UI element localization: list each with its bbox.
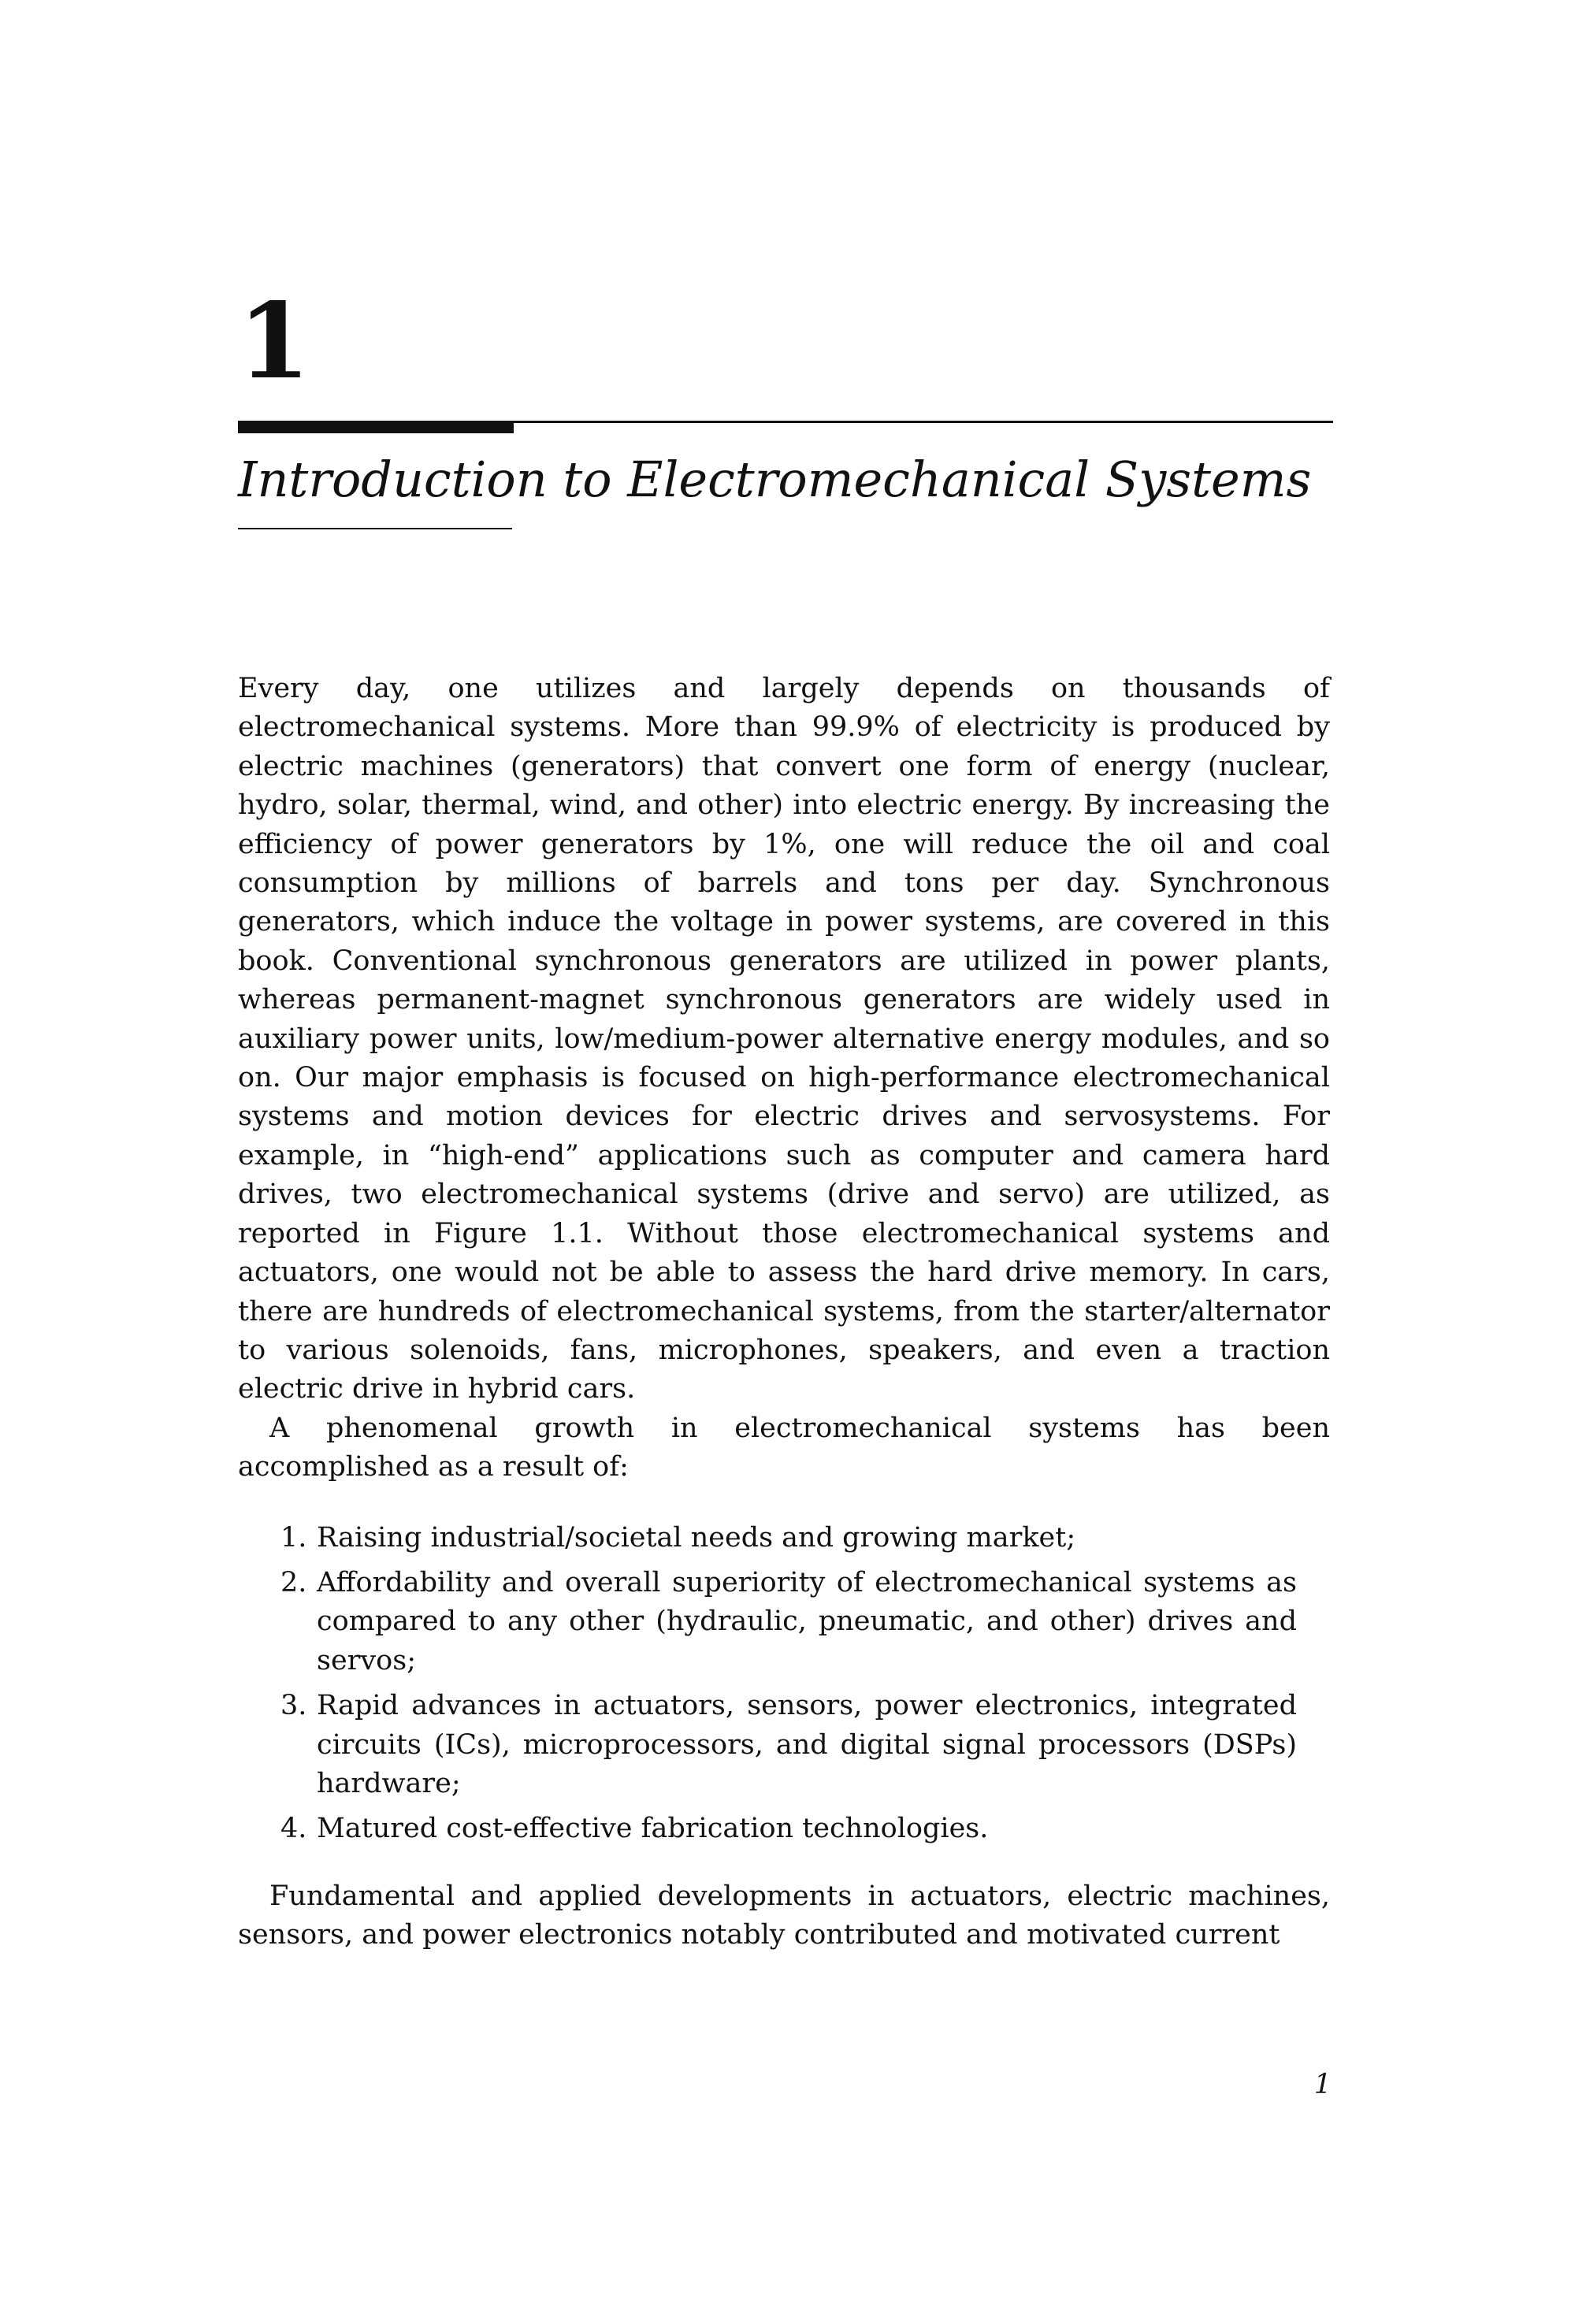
chapter-rule-thick <box>238 421 514 433</box>
paragraph-developments: Fundamental and applied developments in actuators, electric machines, sensors, and power electronics notably contributed and motivated current <box>238 1880 1330 1951</box>
list-item-text: Matured cost-effective fabrication technologies. <box>317 1813 989 1845</box>
chapter-title: Introduction to Electromechanical Systems <box>238 451 1312 508</box>
list-item-number: 2. <box>280 1566 307 1598</box>
list-item <box>280 1564 1297 1680</box>
list-item <box>280 1519 1297 1557</box>
list-item-text: Raising industrial/societal needs and growing market; <box>317 1521 1076 1554</box>
chapter-rule-thin <box>514 421 1333 423</box>
list-item-number: 3. <box>280 1690 307 1722</box>
list-item-text: Rapid advances in actuators, sensors, power electronics, integrated circuits (ICs), microprocessors, and digital signal processors (DSPs) hardware; <box>317 1690 1297 1799</box>
list-item-number: 1. <box>280 1521 307 1554</box>
list-item <box>280 1687 1297 1803</box>
chapter-title-underline <box>238 528 512 529</box>
chapter-number: 1 <box>238 280 310 403</box>
paragraph-growth: A phenomenal growth in electromechanical systems has been accomplished as a result of: <box>238 1412 1330 1483</box>
list-item-number: 4. <box>280 1813 307 1845</box>
growth-factors-list <box>238 1519 1297 1849</box>
body-text <box>238 670 1330 1955</box>
list-item-text: Affordability and overall superiority of electromechanical systems as compared to any other (hydraulic, pneumatic, and other) drives and servos; <box>317 1566 1297 1676</box>
page-number: 1 <box>1313 2069 1332 2100</box>
list-item <box>280 1810 1297 1848</box>
paragraph-intro: Every day, one utilizes and largely depends on thousands of electromechanical systems. More than 99.9% of electricity is produced by electric machines (generators) that convert one form of energy (nuclear, hydro, solar, thermal, wind, and other) into electric energy. By increasing the efficiency of power generators by 1%, one will reduce the oil and coal consumption by millions of barrels and tons per day. Synchronous generators, which induce the voltage in power systems, are covered in this book. Conventional synchronous generators are utilized in power plants, whereas permanent-magnet synchronous generators are widely used in auxiliary power units, low/medium-power alternative energy modules, and so on. Our major emphasis is focused on high-performance electromechanical systems and motion devices for electric drives and servosystems. For example, in “high-end” applications such as computer and camera hard drives, two electromechanical systems (drive and servo) are utilized, as reported in Figure 1.1. Without those electromechanical systems and actuators, one would not be able to assess the hard drive memory. In cars, there are hundreds of electromechanical systems, from the starter/alternator to various solenoids, fans, microphones, speakers, and even a traction electric drive in hybrid cars. <box>238 673 1330 1405</box>
